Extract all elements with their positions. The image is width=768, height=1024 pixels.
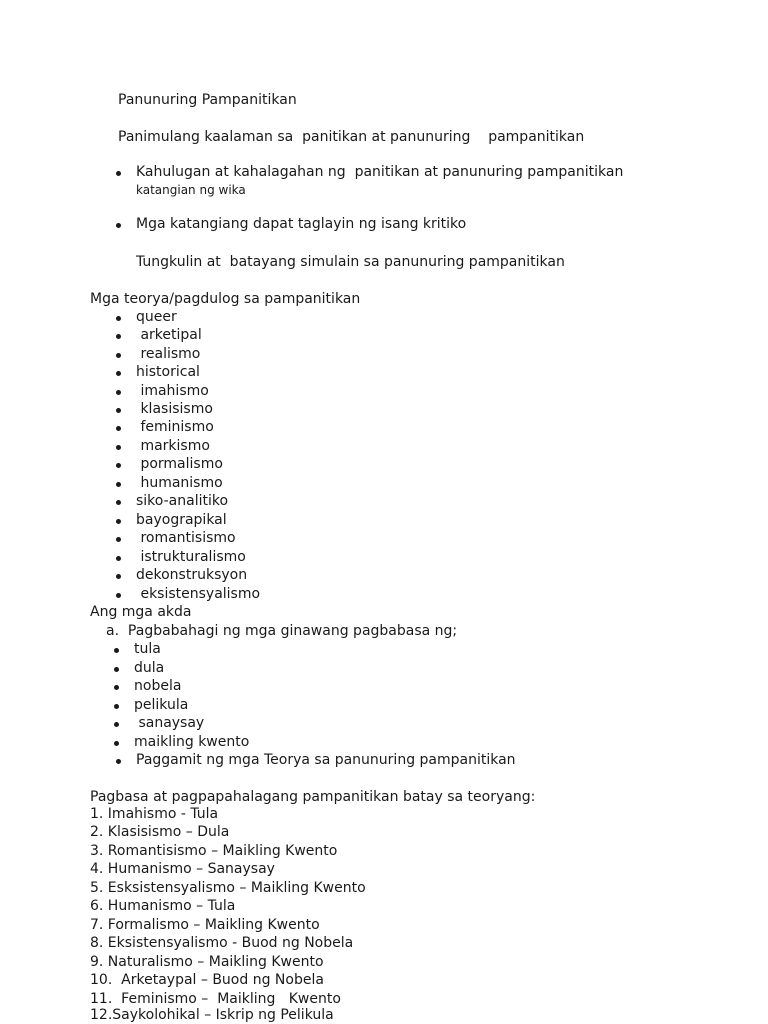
intro-bullet-1: Kahulugan at kahalagahan ng panitikan at panunuring pampanitikan bbox=[136, 164, 624, 180]
list-item: maikling kwento bbox=[134, 734, 250, 750]
works-last-item: Paggamit ng mga Teorya sa panunuring pampanitikan bbox=[136, 752, 516, 768]
list-item: 9. Naturalismo – Maikling Kwento bbox=[90, 954, 324, 970]
list-item: romantisismo bbox=[136, 530, 236, 546]
list-item: imahismo bbox=[136, 383, 209, 399]
list-item: historical bbox=[136, 364, 200, 380]
list-item: 4. Humanismo – Sanaysay bbox=[90, 861, 275, 877]
list-item: dula bbox=[134, 660, 165, 676]
intro-bullet-note: katangian ng wika bbox=[136, 183, 246, 197]
list-item: realismo bbox=[136, 346, 201, 362]
theories-heading: Mga teorya/pagdulog sa pampanitikan bbox=[90, 291, 361, 307]
list-item: markismo bbox=[136, 438, 210, 454]
list-item: arketipal bbox=[136, 327, 202, 343]
intro-subheading: Tungkulin at batayang simulain sa panunuring pampanitikan bbox=[136, 254, 565, 270]
works-sub-a: a. Pagbabahagi ng mga ginawang pagbabasa ng; bbox=[106, 623, 458, 639]
list-item: 2. Klasisismo – Dula bbox=[90, 824, 230, 840]
list-item: 7. Formalismo – Maikling Kwento bbox=[90, 917, 320, 933]
list-item: 1. Imahismo - Tula bbox=[90, 806, 219, 822]
list-item: pelikula bbox=[134, 697, 189, 713]
list-item: klasisismo bbox=[136, 401, 213, 417]
list-item: 3. Romantisismo – Maikling Kwento bbox=[90, 843, 338, 859]
list-item: 5. Esksistensyalismo – Maikling Kwento bbox=[90, 880, 366, 896]
list-item: nobela bbox=[134, 678, 182, 694]
list-item: sanaysay bbox=[134, 715, 205, 731]
list-item: tula bbox=[134, 641, 161, 657]
list-item: 6. Humanismo – Tula bbox=[90, 898, 236, 914]
list-item: bayograpikal bbox=[136, 512, 227, 528]
list-item: istrukturalismo bbox=[136, 549, 246, 565]
intro-heading: Panimulang kaalaman sa panitikan at panunuring pampanitikan bbox=[118, 129, 585, 145]
list-item: 10. Arketaypal – Buod ng Nobela bbox=[90, 972, 324, 988]
works-heading: Ang mga akda bbox=[90, 604, 192, 620]
list-item: feminismo bbox=[136, 419, 214, 435]
reading-heading: Pagbasa at pagpapahalagang pampanitikan batay sa teoryang: bbox=[90, 789, 536, 805]
list-item: 8. Eksistensyalismo - Buod ng Nobela bbox=[90, 935, 354, 951]
list-item: dekonstruksyon bbox=[136, 567, 248, 583]
list-item: queer bbox=[136, 309, 177, 325]
list-item: eksistensyalismo bbox=[136, 586, 261, 602]
list-item: pormalismo bbox=[136, 456, 223, 472]
intro-bullet-2: Mga katangiang dapat taglayin ng isang kritiko bbox=[136, 216, 467, 232]
list-item: humanismo bbox=[136, 475, 223, 491]
list-item: 11. Feminismo – Maikling Kwento bbox=[90, 991, 341, 1007]
list-item: siko-analitiko bbox=[136, 493, 229, 509]
list-item: 12.Saykolohikal – Iskrip ng Pelikula bbox=[90, 1007, 334, 1023]
doc-title: Panunuring Pampanitikan bbox=[118, 92, 297, 108]
